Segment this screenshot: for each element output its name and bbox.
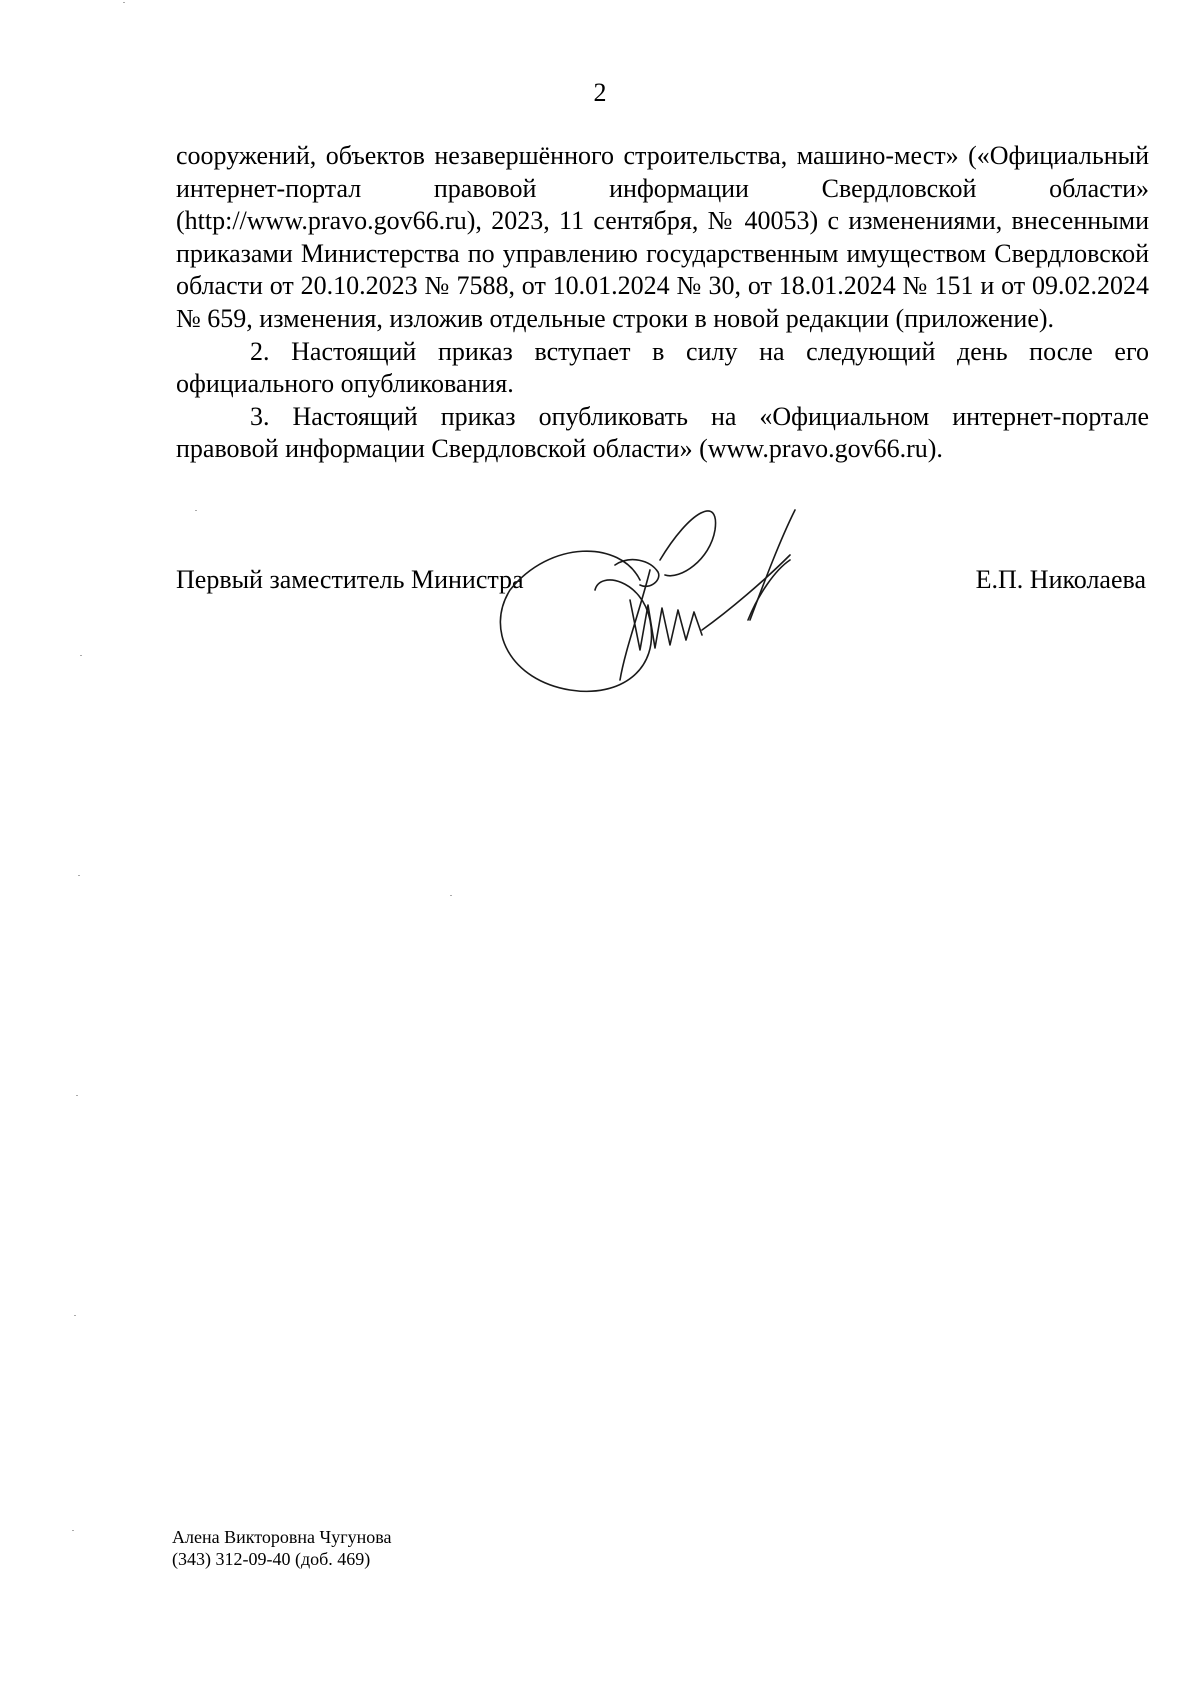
executor-phone: (343) 312-09-40 (доб. 469)	[172, 1549, 371, 1569]
scan-speck	[195, 510, 197, 511]
signer-title: Первый заместитель Министра	[176, 565, 524, 594]
handwritten-signature-icon	[490, 500, 890, 710]
scan-speck	[123, 2, 125, 3]
scan-speck	[78, 875, 80, 876]
executor-name: Алена Викторовна Чугунова	[172, 1527, 392, 1547]
scan-speck	[450, 895, 452, 896]
scan-speck	[74, 1315, 76, 1316]
signer-name: Е.П. Николаева	[975, 565, 1146, 594]
page-number: 2	[593, 78, 607, 107]
scan-speck	[72, 1530, 74, 1531]
executor-contact	[172, 1526, 391, 1570]
scan-speck	[80, 655, 82, 656]
paragraph-item-3: 3. Настоящий приказ опубликовать на «Официальном интернет-портале правовой информации Свердловской области» (www.pravo.gov66.ru).	[176, 401, 1149, 464]
document-body	[176, 140, 1149, 466]
scan-speck	[76, 1095, 78, 1096]
paragraph-item-2: 2. Настоящий приказ вступает в силу на следующий день после его официального опубликования.	[176, 336, 1149, 399]
paragraph-amendment-continuation: сооружений, объектов незавершённого строительства, машино-мест» («Официальный интернет-портал правовой информации Свердловской области» (http://www.pravo.gov66.ru), 2023, 11 сентября, № 40053) с изменениями, внесенными приказами Министерства по управлению государственным имуществом Свердловской области от 20.10.2023 № 7588, от 10.01.2024 № 30, от 18.01.2024 № 151 и от 09.02.2024 № 659, изменения, изложив отдельные строки в новой редакции (приложение).	[176, 141, 1149, 333]
